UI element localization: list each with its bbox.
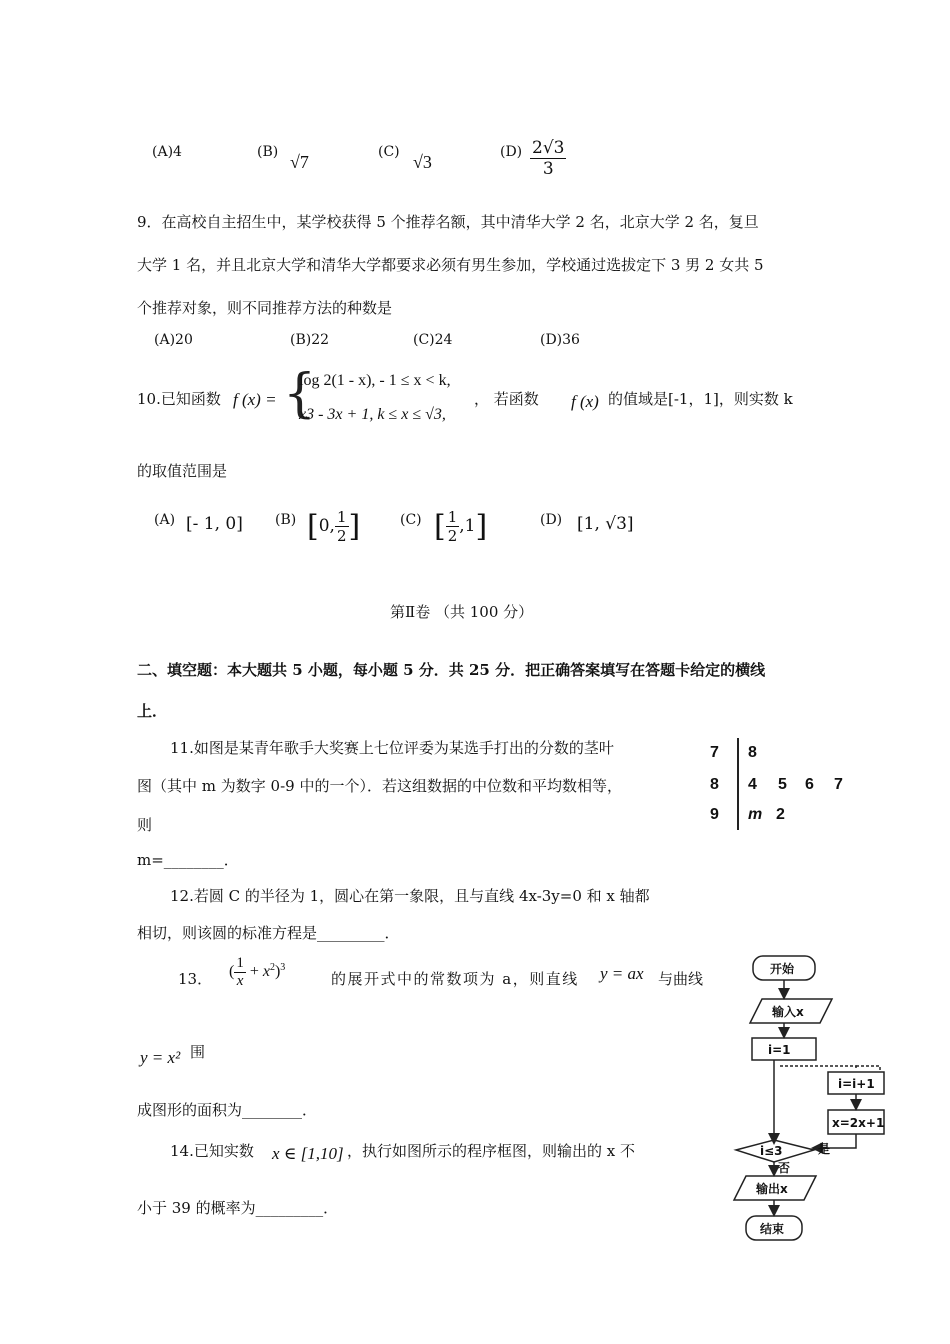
q10-suffix: 的值域是[-1，1]，则实数 k <box>608 390 793 408</box>
leaf-8-3: 6 <box>805 776 814 793</box>
q13-line3: 成图形的面积为________． <box>137 1101 318 1119</box>
q11-line3: 则 <box>137 816 153 834</box>
q8-option-c-math: √3 <box>413 152 432 172</box>
stem-leaf-plot <box>700 738 860 838</box>
q8-option-a: (A)4 <box>152 144 182 160</box>
frac-num: 2√3 <box>532 138 565 158</box>
q10-case2: x3 - 3x + 1, k ≤ x ≤ √3, <box>299 406 446 423</box>
q13-num: 13． <box>178 970 213 988</box>
stem-9: 9 <box>710 806 719 823</box>
q10-mid: ， 若函数 <box>474 390 539 408</box>
frac-den: 3 <box>542 159 554 179</box>
q9-line1: 9．在高校自主招生中，某学校获得 5 个推荐名额，其中清华大学 2 名，北京大学 2 名，复旦 <box>137 213 759 231</box>
q9-line2: 大学 1 名，并且北京大学和清华大学都要求必须有男生参加，学校通过选拔定下 3 男 2 女共 5 <box>137 256 764 274</box>
q13-curve: y = x² <box>140 1048 181 1067</box>
leaf-8-2: 5 <box>778 776 787 793</box>
q11-line4: m=________． <box>137 851 239 869</box>
q10-option-b-math: [0, $\frac{1}{2}$ ] <box>307 508 361 545</box>
q10-line2: 的取值范围是 <box>137 462 228 480</box>
flow-no-text: 否 <box>778 1161 791 1175</box>
q13-wei: 围 <box>190 1043 206 1061</box>
q10-option-d-math: [1, √3] <box>577 514 634 534</box>
leaf-7-1: 8 <box>748 744 757 761</box>
q10-fx: f (x) = <box>233 390 277 409</box>
q13-binomial: ( $\frac{1}{x}$ + $x^2)^3$ <box>229 955 286 989</box>
flow-inc-text: i=i+1 <box>838 1077 875 1091</box>
q8-option-d: (D) <box>500 144 523 160</box>
leaf-8-4: 7 <box>834 776 843 793</box>
q10-option-c: (C) <box>400 512 422 528</box>
q14-domain: x ∈ [1,10] <box>272 1144 344 1163</box>
section-heading-line1: 二、填空题：本大题共 5 小题，每小题 5 分．共 25 分．把正确答案填写在答题卡给定的横线 <box>137 661 766 679</box>
q13-line-eq: y = ax <box>600 964 644 983</box>
stem-7: 7 <box>710 744 719 761</box>
q8-option-d-frac <box>530 138 566 179</box>
stem-8: 8 <box>710 776 719 793</box>
q13-text: 的展开式中的常数项为 a，则直线 <box>331 970 579 988</box>
q14-text: ，执行如图所示的程序框图，则输出的 x 不 <box>347 1142 635 1160</box>
q10-option-a-math: [- 1, 0] <box>186 514 243 534</box>
q12-line1: 12.若圆 C 的半径为 1，圆心在第一象限，且与直线 4x-3y=0 和 x 轴都 <box>170 887 650 905</box>
q10-brace: { <box>283 364 317 424</box>
stem-divider <box>737 738 739 830</box>
leaf-9-1: m <box>748 806 763 823</box>
q8-option-b-math: √7 <box>290 152 309 172</box>
q10-option-c-math: [ $\frac{1}{2}$ ,1] <box>434 508 488 545</box>
q10-fx2: f (x) <box>571 392 599 411</box>
section-title: 第Ⅱ卷 （共 100 分） <box>390 603 534 621</box>
leaf-8-1: 4 <box>748 776 757 793</box>
q12-line2: 相切，则该圆的标准方程是_________． <box>137 924 400 942</box>
q9-option-b: (B)22 <box>290 332 330 348</box>
flow-end-text: 结束 <box>760 1222 785 1236</box>
flow-init-text: i=1 <box>768 1043 791 1057</box>
q10-option-a: (A) <box>154 512 176 528</box>
q14-line2: 小于 39 的概率为_________． <box>137 1199 339 1217</box>
q14-prefix: 14.已知实数 <box>170 1142 254 1160</box>
flow-output-text: 输出x <box>756 1182 788 1196</box>
q9-option-a: (A)20 <box>154 332 193 348</box>
q8-option-b: (B) <box>257 144 279 160</box>
q10-option-b: (B) <box>275 512 297 528</box>
q13-tail: 与曲线 <box>658 970 704 988</box>
q10-case1: log 2(1 - x), - 1 ≤ x < k, <box>299 372 451 389</box>
flow-cond-text: i≤3 <box>760 1144 783 1158</box>
q9-option-c: (C)24 <box>413 332 453 348</box>
flow-input-text: 输入x <box>772 1005 804 1019</box>
q9-option-d: (D)36 <box>540 332 580 348</box>
flow-start-text: 开始 <box>770 962 795 976</box>
section-heading-line2: 上． <box>137 702 168 720</box>
leaf-9-2: 2 <box>776 806 785 823</box>
q11-line2: 图（其中 m 为数字 0-9 中的一个）．若这组数据的中位数和平均数相等， <box>137 777 622 795</box>
q11-line1: 11.如图是某青年歌手大奖赛上七位评委为某选手打出的分数的茎叶 <box>170 739 614 757</box>
flow-yes-text: 是 <box>818 1142 831 1156</box>
q9-line3: 个推荐对象，则不同推荐方法的种数是 <box>137 299 393 317</box>
flow-update-text: x=2x+1 <box>832 1116 885 1130</box>
q10-prefix: 10.已知函数 <box>137 390 221 408</box>
q8-option-c: (C) <box>378 144 400 160</box>
q10-option-d: (D) <box>540 512 563 528</box>
flowchart <box>720 950 890 1250</box>
